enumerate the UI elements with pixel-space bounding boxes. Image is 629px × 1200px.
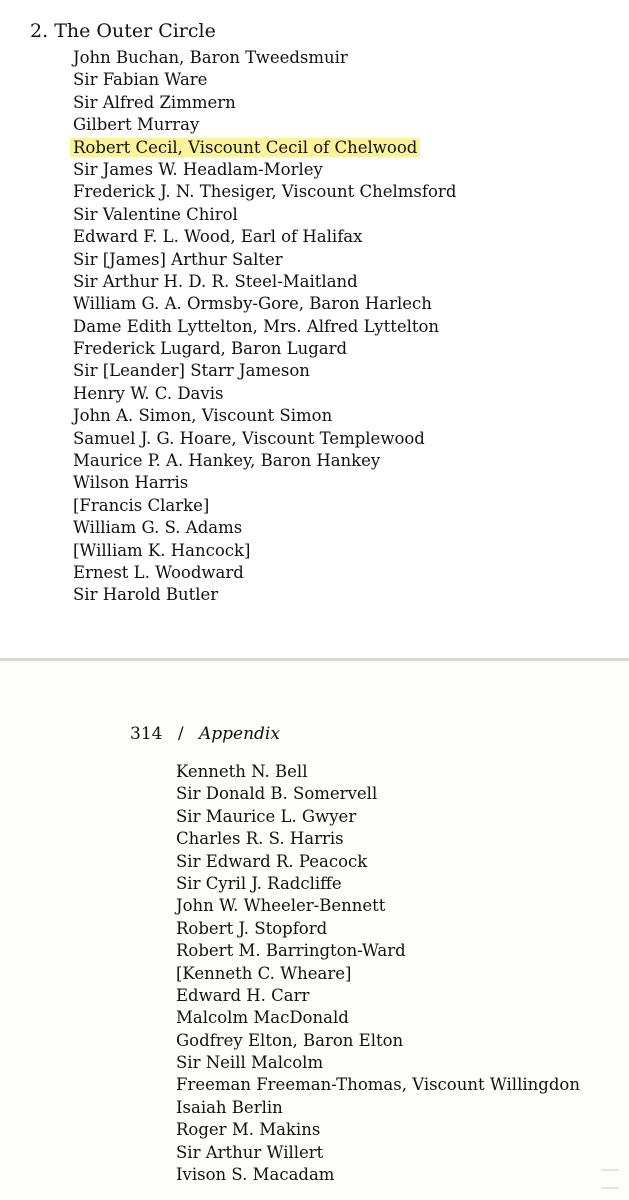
section-number: 2.	[30, 20, 49, 42]
member-name: Malcolm MacDonald	[176, 1008, 349, 1028]
list-item	[176, 985, 580, 1007]
list-item	[73, 159, 456, 181]
list-item	[73, 383, 456, 405]
list-item	[73, 405, 456, 427]
list-item	[73, 92, 456, 114]
member-name: Sir Valentine Chirol	[73, 204, 238, 224]
list-item	[73, 316, 456, 338]
list-item	[73, 428, 456, 450]
member-name: Sir Cyril J. Radcliffe	[176, 873, 342, 893]
list-item	[176, 1119, 580, 1141]
list-item	[176, 918, 580, 940]
highlighted-member-name: Robert Cecil, Viscount Cecil of Chelwood	[70, 138, 420, 157]
list-item	[176, 1142, 580, 1164]
list-item	[176, 851, 580, 873]
member-name: Kenneth N. Bell	[176, 762, 308, 781]
list-item	[176, 783, 580, 805]
page-edge-mark	[601, 1169, 619, 1171]
member-name: John Buchan, Baron Tweedsmuir	[73, 48, 348, 67]
section-heading	[30, 18, 216, 44]
member-name: Ernest L. Woodward	[73, 562, 244, 582]
member-name: Sir Edward R. Peacock	[176, 851, 368, 871]
member-name: [William K. Hancock]	[73, 540, 251, 560]
list-item	[73, 338, 456, 360]
list-item	[176, 963, 580, 985]
list-item	[73, 47, 456, 69]
member-name: William G. S. Adams	[73, 518, 243, 538]
running-head-title: Appendix	[199, 724, 280, 744]
page-edge-mark	[601, 1187, 619, 1189]
list-item	[176, 873, 580, 895]
member-name: Sir [Leander] Starr Jameson	[73, 361, 310, 381]
member-name: Godfrey Elton, Baron Elton	[176, 1030, 404, 1050]
member-name: Roger M. Makins	[176, 1120, 321, 1140]
list-item	[73, 271, 456, 293]
section-title: The Outer Circle	[54, 20, 216, 42]
member-name: Sir Fabian Ware	[73, 70, 208, 90]
list-item	[73, 204, 456, 226]
list-item	[73, 540, 456, 562]
running-head-separator: /	[177, 724, 184, 744]
member-name: Frederick Lugard, Baron Lugard	[73, 339, 348, 359]
list-item	[73, 181, 456, 203]
member-name: Maurice P. A. Hankey, Baron Hankey	[73, 451, 381, 471]
running-head	[130, 722, 280, 746]
list-item	[176, 1030, 580, 1052]
member-name: Edward H. Carr	[176, 985, 310, 1005]
list-item	[73, 114, 456, 136]
list-item	[73, 249, 456, 271]
list-item	[176, 1007, 580, 1029]
list-item	[176, 1052, 580, 1074]
list-item	[73, 562, 456, 584]
member-name: Sir [James] Arthur Salter	[73, 249, 283, 269]
member-name: Wilson Harris	[73, 473, 189, 493]
member-name: John W. Wheeler-Bennett	[176, 896, 386, 916]
list-item	[176, 1097, 580, 1119]
list-item	[73, 472, 456, 494]
page-number: 314	[130, 724, 163, 744]
member-name: Sir Donald B. Somervell	[176, 784, 378, 804]
member-name: Sir Arthur H. D. R. Steel-Maitland	[73, 271, 358, 291]
outer-circle-name-list	[73, 47, 456, 607]
member-name: Edward F. L. Wood, Earl of Halifax	[73, 227, 363, 247]
appendix-name-list	[176, 761, 580, 1186]
member-name: Sir Maurice L. Gwyer	[176, 806, 357, 826]
member-name: [Kenneth C. Wheare]	[176, 963, 352, 983]
member-name: Charles R. S. Harris	[176, 829, 344, 849]
list-item	[176, 806, 580, 828]
list-item	[73, 517, 456, 539]
member-name: Sir Harold Butler	[73, 585, 219, 605]
list-item	[73, 226, 456, 248]
list-item	[73, 360, 456, 382]
member-name: Sir Alfred Zimmern	[73, 92, 236, 112]
member-name: Isaiah Berlin	[176, 1097, 283, 1117]
member-name: Freeman Freeman-Thomas, Viscount Willingdon	[176, 1075, 580, 1095]
member-name: Sir Arthur Willert	[176, 1142, 324, 1162]
member-name: Sir Neill Malcolm	[176, 1053, 324, 1073]
list-item	[73, 137, 456, 159]
list-item	[73, 495, 456, 517]
list-item	[73, 293, 456, 315]
member-name: Robert J. Stopford	[176, 918, 328, 938]
list-item	[73, 69, 456, 91]
member-name: William G. A. Ormsby-Gore, Baron Harlech	[73, 294, 432, 314]
member-name: John A. Simon, Viscount Simon	[73, 406, 333, 426]
list-item	[176, 895, 580, 917]
member-name: Ivison S. Macadam	[176, 1165, 335, 1185]
list-item	[176, 828, 580, 850]
list-item	[176, 1164, 580, 1186]
list-item	[73, 450, 456, 472]
list-item	[176, 940, 580, 962]
member-name: Sir James W. Headlam-Morley	[73, 159, 323, 179]
member-name: Robert M. Barrington-Ward	[176, 941, 406, 961]
list-item	[73, 584, 456, 606]
list-item	[176, 761, 580, 783]
member-name: Gilbert Murray	[73, 115, 200, 135]
list-item	[176, 1074, 580, 1096]
member-name: [Francis Clarke]	[73, 495, 210, 515]
member-name: Samuel J. G. Hoare, Viscount Templewood	[73, 428, 425, 448]
member-name: Frederick J. N. Thesiger, Viscount Chelmsford	[73, 182, 457, 202]
member-name: Henry W. C. Davis	[73, 383, 224, 403]
member-name: Dame Edith Lyttelton, Mrs. Alfred Lyttelton	[73, 316, 440, 336]
